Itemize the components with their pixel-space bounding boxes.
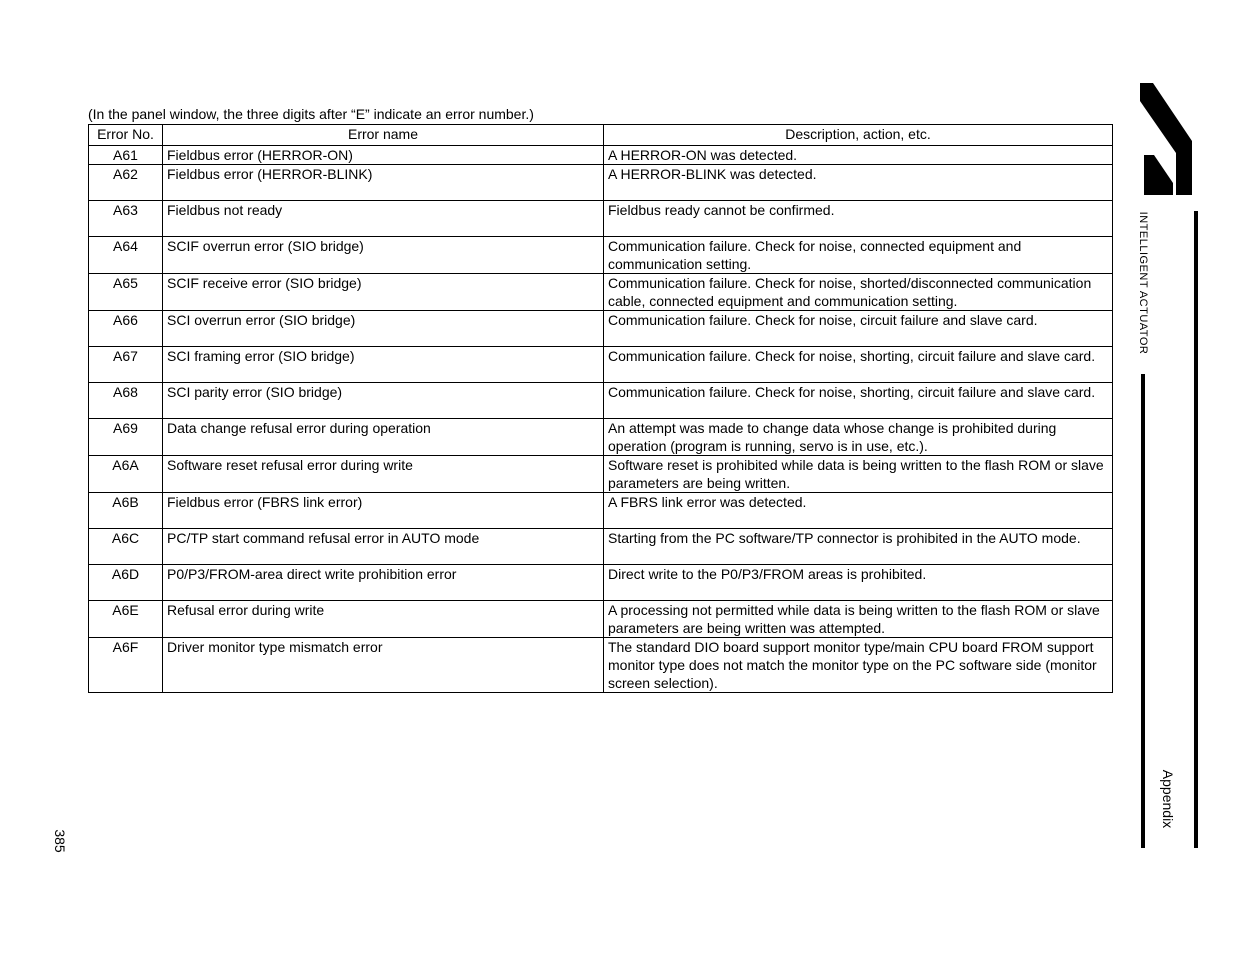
error-code: A6A [89,456,163,493]
table-row [89,146,1113,165]
error-name: SCI parity error (SIO bridge) [163,383,604,419]
error-description: Communication failure. Check for noise, shorted/disconnected communication cable, connected equipment and communication setting. [604,274,1113,311]
error-code: A6B [89,493,163,529]
table-row [89,311,1113,347]
table-header-row [89,125,1113,146]
error-name: P0/P3/FROM-area direct write prohibition error [163,565,604,601]
error-name: Fieldbus error (FBRS link error) [163,493,604,529]
table-row [89,201,1113,237]
error-description: Communication failure. Check for noise, circuit failure and slave card. [604,311,1113,347]
error-name: SCIF receive error (SIO bridge) [163,274,604,311]
error-name: Refusal error during write [163,601,604,638]
error-name: Software reset refusal error during write [163,456,604,493]
error-code: A63 [89,201,163,237]
error-code: A68 [89,383,163,419]
error-code: A66 [89,311,163,347]
table-row [89,638,1113,693]
error-code: A62 [89,165,163,201]
header-error-name: Error name [163,125,604,146]
table-caption: (In the panel window, the three digits after “E” indicate an error number.) [88,106,534,122]
error-name: SCI overrun error (SIO bridge) [163,311,604,347]
error-name: Fieldbus not ready [163,201,604,237]
error-code: A64 [89,237,163,274]
error-description: Communication failure. Check for noise, shorting, circuit failure and slave card. [604,347,1113,383]
margin-rule-outer [1194,211,1198,848]
table-row [89,237,1113,274]
section-title: Appendix [1160,769,1176,829]
error-description: The standard DIO board support monitor type/main CPU board FROM support monitor type does not match the monitor type on the PC software side (monitor screen selection). [604,638,1113,693]
table-row [89,419,1113,456]
error-code: A6D [89,565,163,601]
error-name: PC/TP start command refusal error in AUTO mode [163,529,604,565]
error-code: A6F [89,638,163,693]
error-name: Fieldbus error (HERROR-ON) [163,146,604,165]
error-description: Starting from the PC software/TP connector is prohibited in the AUTO mode. [604,529,1113,565]
error-code: A69 [89,419,163,456]
header-description: Description, action, etc. [604,125,1113,146]
error-description: Communication failure. Check for noise, connected equipment and communication setting. [604,237,1113,274]
error-description: A HERROR-BLINK was detected. [604,165,1113,201]
error-description: Communication failure. Check for noise, shorting, circuit failure and slave card. [604,383,1113,419]
margin-rule-inner [1141,374,1145,848]
error-description: Fieldbus ready cannot be confirmed. [604,201,1113,237]
error-description: A FBRS link error was detected. [604,493,1113,529]
error-code: A6E [89,601,163,638]
error-description: A processing not permitted while data is being written to the flash ROM or slave parameters are being written was attempted. [604,601,1113,638]
table-row [89,274,1113,311]
header-error-no: Error No. [89,125,163,146]
error-name: SCI framing error (SIO bridge) [163,347,604,383]
table-row [89,493,1113,529]
error-code: A61 [89,146,163,165]
error-name: SCIF overrun error (SIO bridge) [163,237,604,274]
error-description: Software reset is prohibited while data is being written to the flash ROM or slave parameters are being written. [604,456,1113,493]
error-name: Data change refusal error during operation [163,419,604,456]
error-description: An attempt was made to change data whose change is prohibited during operation (program is running, servo is in use, etc.). [604,419,1113,456]
error-description: A HERROR-ON was detected. [604,146,1113,165]
page-number: 385 [52,829,68,853]
error-description: Direct write to the P0/P3/FROM areas is prohibited. [604,565,1113,601]
error-code: A67 [89,347,163,383]
company-logo-icon [1140,83,1192,197]
error-table [88,124,1113,693]
brand-text: INTELLIGENT ACTUATOR [1137,211,1149,355]
table-row [89,529,1113,565]
error-code: A6C [89,529,163,565]
error-code: A65 [89,274,163,311]
table-row [89,347,1113,383]
error-name: Driver monitor type mismatch error [163,638,604,693]
error-name: Fieldbus error (HERROR-BLINK) [163,165,604,201]
table-row [89,565,1113,601]
table-row [89,601,1113,638]
table-row [89,456,1113,493]
table-row [89,383,1113,419]
table-row [89,165,1113,201]
